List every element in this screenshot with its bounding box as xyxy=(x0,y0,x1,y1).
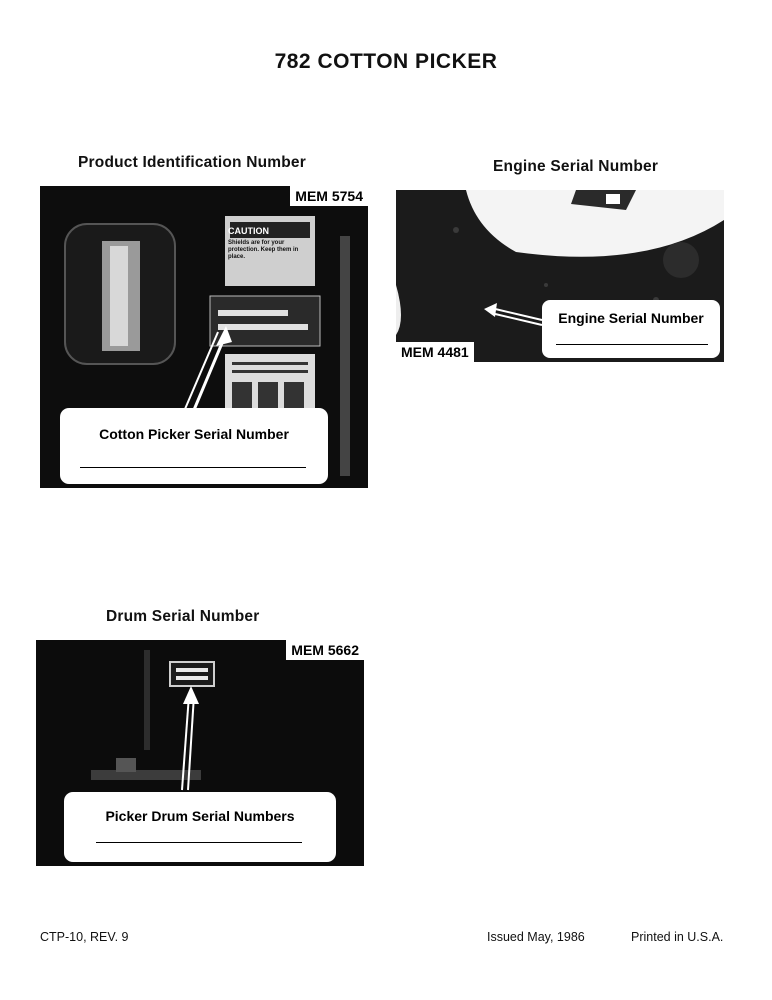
footer-issued-date: Issued May, 1986 xyxy=(487,930,585,944)
product-id-caption: Product Identification Number xyxy=(78,154,306,171)
engine-label: Engine Serial Number xyxy=(558,310,704,326)
engine-mem-tag: MEM 4481 xyxy=(396,342,474,362)
product-id-mem-tag: MEM 5754 xyxy=(290,186,368,206)
footer-doc-code: CTP-10, REV. 9 xyxy=(40,930,129,944)
engine-write-line xyxy=(556,344,708,345)
drum-label-box xyxy=(64,792,336,862)
footer-printed-in: Printed in U.S.A. xyxy=(631,930,724,944)
product-id-label: Cotton Picker Serial Number xyxy=(99,426,289,442)
page-title: 782 COTTON PICKER xyxy=(274,50,498,73)
caution-decal xyxy=(228,226,312,261)
drum-caption: Drum Serial Number xyxy=(106,608,260,625)
product-id-label-box xyxy=(60,408,328,484)
caution-decal-text: Shields are for your protection. Keep them in place. xyxy=(228,240,299,260)
product-id-write-line xyxy=(80,467,306,468)
drum-photo xyxy=(36,640,364,866)
engine-label-box xyxy=(542,300,720,358)
drum-label: Picker Drum Serial Numbers xyxy=(105,808,295,824)
drum-mem-tag: MEM 5662 xyxy=(286,640,364,660)
engine-photo xyxy=(396,190,724,362)
engine-caption: Engine Serial Number xyxy=(493,158,659,175)
drum-write-line xyxy=(96,842,302,843)
product-id-photo xyxy=(40,186,368,488)
caution-decal-heading: CAUTION xyxy=(228,226,269,236)
